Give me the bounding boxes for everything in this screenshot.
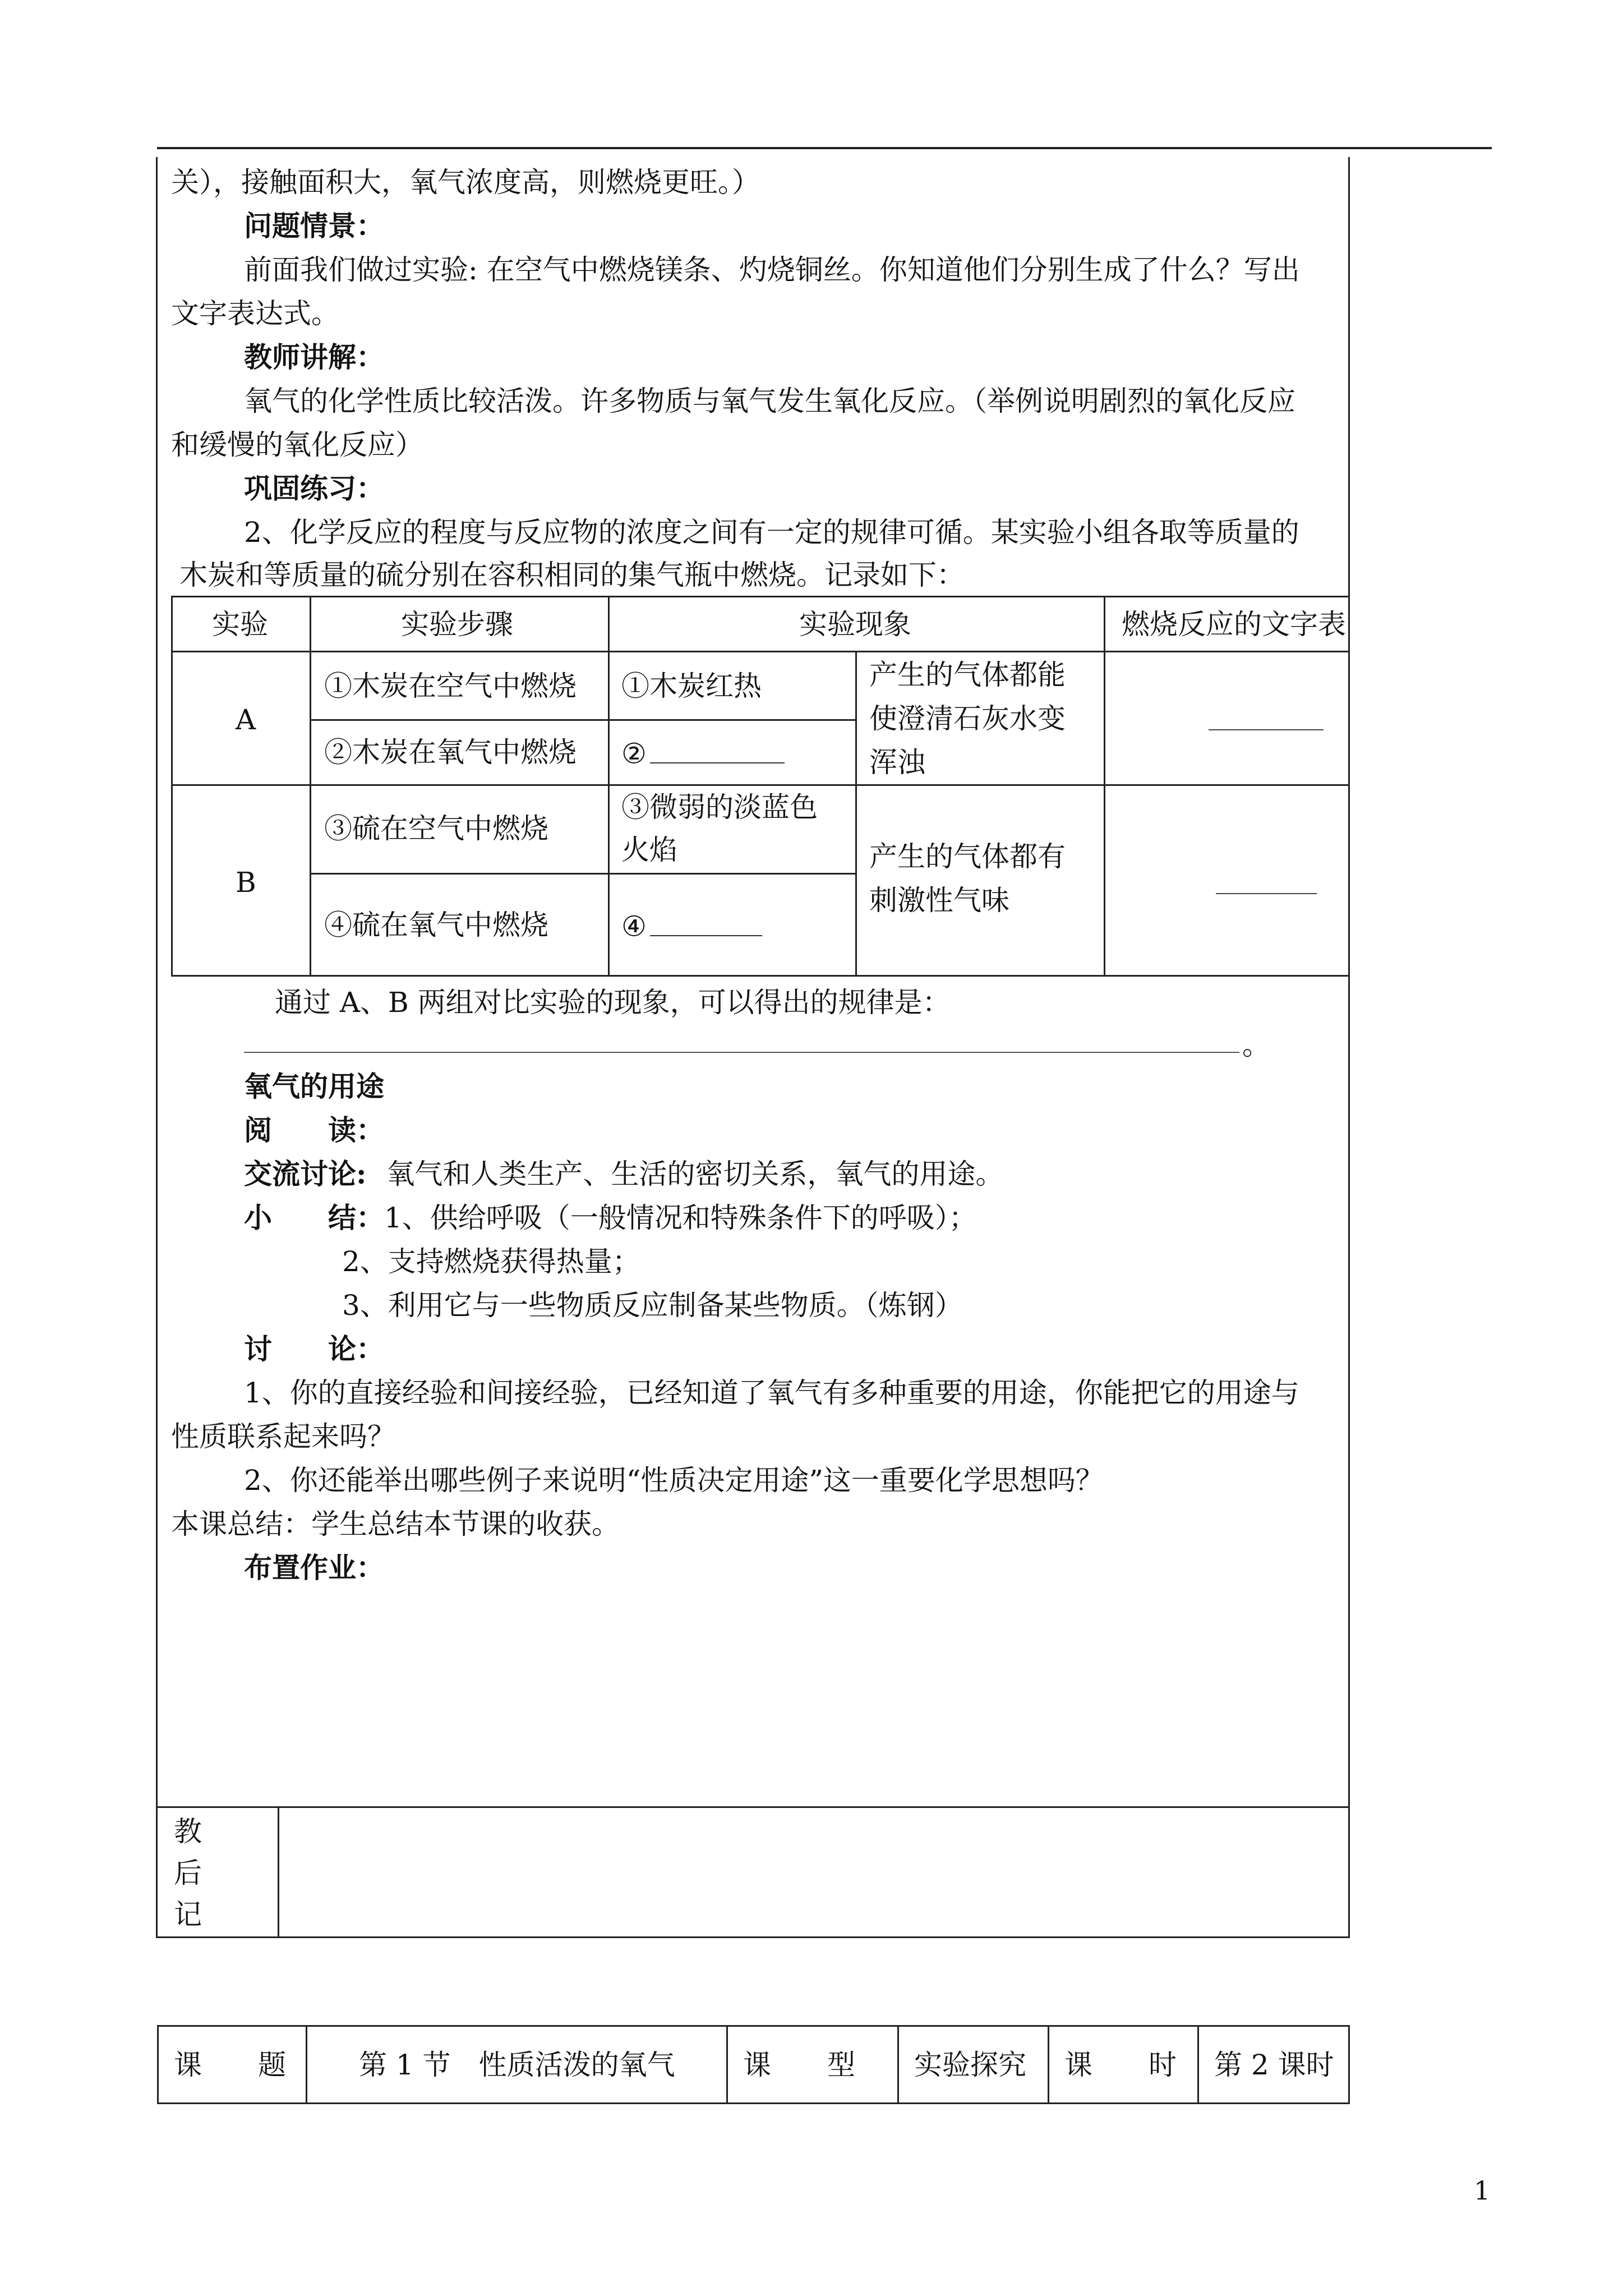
- gas-b-line2: 刺激性气味: [869, 884, 1009, 917]
- observation-2-blank[interactable]: [650, 738, 785, 763]
- topic-label: 课 题: [174, 2049, 286, 2081]
- heading-problem: 问题情景：: [244, 209, 384, 242]
- reflection-label-1: 教: [174, 1815, 202, 1848]
- discussion-label: 交流讨论:: [244, 1157, 367, 1190]
- gas-a-line3: 浑浊: [869, 746, 925, 779]
- table-rule: [157, 2025, 159, 2104]
- step-2: ②木炭在氧气中燃烧: [324, 736, 577, 769]
- page-number: 1: [1474, 2175, 1491, 2206]
- gas-a-line2: 使澄清石灰水变: [869, 702, 1066, 735]
- step-3: ③硫在空气中燃烧: [324, 812, 548, 845]
- summary-item-3: 3、利用它与一些物质反应制备某些物质。（炼钢）: [342, 1289, 963, 1322]
- observation-4: [621, 911, 762, 941]
- table-rule: [171, 596, 1348, 597]
- table-rule: [171, 596, 173, 977]
- table-rule: [855, 651, 857, 977]
- problem-text-2: 文字表达式。: [171, 297, 339, 330]
- problem-text-1: 前面我们做过实验: 在空气中燃烧镁条、灼烧铜丝。你知道他们分别生成了什么？写出: [244, 254, 1300, 286]
- observation-1: ①木炭红热: [621, 670, 762, 702]
- table-rule: [310, 873, 856, 875]
- table-rule: [897, 2025, 899, 2104]
- table-rule: [1348, 2025, 1350, 2104]
- table-rule: [726, 2025, 728, 2104]
- teacher-text-2: 和缓慢的氧化反应）: [171, 429, 423, 461]
- conclusion-text: 通过 A、B 两组对比实验的现象，可以得出的规律是：: [275, 986, 951, 1019]
- group-b-label: B: [236, 866, 256, 899]
- practice-text-2: 木炭和等质量的硫分别在容积相同的集气瓶中燃烧。记录如下：: [179, 559, 965, 591]
- table-rule: [1197, 2025, 1199, 2104]
- table-rule: [171, 975, 1348, 977]
- header-rule: [157, 147, 1492, 149]
- question-1-line1: 1、你的直接经验和间接经验，已经知道了氧气有多种重要的用途，你能把它的用途与: [244, 1377, 1299, 1409]
- table-rule: [1104, 596, 1105, 977]
- equation-a-blank[interactable]: [1209, 729, 1324, 730]
- heading-teacher: 教师讲解：: [244, 341, 384, 374]
- observation-4-label: ④: [621, 910, 647, 943]
- practice-text-1: 2、化学反应的程度与反应物的浓度之间有一定的规律可循。某实验小组各取等质量的: [244, 516, 1299, 549]
- reflection-label-3: 记: [174, 1898, 202, 1931]
- type-value: 实验探究: [914, 2049, 1026, 2081]
- table-rule: [310, 719, 856, 721]
- table-rule: [157, 2102, 1350, 2104]
- conclusion-period: 。: [1242, 1029, 1270, 1061]
- time-label: 课 时: [1064, 2049, 1177, 2081]
- line-continuation: 关），接触面积大，氧气浓度高，则燃烧更旺。）: [171, 166, 760, 199]
- type-label: 课 型: [743, 2049, 855, 2081]
- header-equation: 燃烧反应的文字表: [1122, 608, 1346, 641]
- question-2: 2、你还能举出哪些例子来说明“性质决定用途”这一重要化学思想吗？: [244, 1464, 1104, 1497]
- reflection-label-2: 后: [174, 1857, 202, 1889]
- observation-4-blank[interactable]: [650, 911, 762, 936]
- heading-homework: 布置作业：: [244, 1551, 384, 1584]
- table-rule: [171, 651, 1348, 652]
- header-experiment: 实验: [212, 608, 268, 641]
- frame-divider: [156, 1806, 1350, 1808]
- table-rule: [171, 784, 1348, 786]
- gas-a-line1: 产生的气体都能: [869, 659, 1066, 691]
- frame-bottom: [156, 1936, 1350, 1938]
- class-summary: 本课总结：学生总结本节课的收获。: [171, 1508, 620, 1540]
- time-value: 第 2 课时: [1214, 2049, 1334, 2081]
- topic-value: 第 1 节 性质活泼的氧气: [359, 2049, 675, 2081]
- observation-2-label: ②: [621, 737, 647, 770]
- summary-line-1: [244, 1201, 977, 1234]
- summary-item-2: 2、支持燃烧获得热量；: [342, 1245, 640, 1278]
- table-rule: [310, 596, 311, 977]
- heading-discussion: 讨 论：: [244, 1332, 384, 1365]
- teacher-text-1: 氧气的化学性质比较活泼。许多物质与氧气发生氧化反应。（举例说明剧烈的氧化反应: [244, 385, 1295, 417]
- reflection-divider: [278, 1806, 279, 1938]
- heading-uses: 氧气的用途: [244, 1070, 384, 1103]
- conclusion-blank[interactable]: [244, 1052, 1239, 1053]
- gas-b-line1: 产生的气体都有: [869, 840, 1066, 873]
- step-1: ①木炭在空气中燃烧: [324, 670, 577, 702]
- summary-item-1: 1、供给呼吸（一般情况和特殊条件下的呼吸）；: [384, 1202, 977, 1234]
- heading-practice: 巩固练习：: [244, 472, 384, 505]
- question-1-line2: 性质联系起来吗？: [171, 1420, 395, 1453]
- summary-label: 小 结：: [244, 1201, 384, 1234]
- frame-left: [156, 157, 158, 1938]
- table-rule: [306, 2025, 307, 2104]
- discussion-line: [244, 1157, 1004, 1190]
- step-4: ④硫在氧气中燃烧: [324, 909, 548, 941]
- table-rule: [608, 596, 610, 977]
- discussion-text: 氧气和人类生产、生活的密切关系，氧气的用途。: [386, 1158, 1004, 1190]
- header-steps: 实验步骤: [401, 608, 513, 641]
- equation-b-blank[interactable]: [1216, 893, 1317, 894]
- frame-right: [1348, 157, 1350, 1938]
- observation-3-line1: ③微弱的淡蓝色: [621, 791, 818, 823]
- table-rule: [1048, 2025, 1049, 2104]
- header-observation: 实验现象: [799, 608, 911, 641]
- table-rule: [157, 2025, 1350, 2027]
- observation-2: [621, 738, 785, 768]
- observation-3-line2: 火焰: [621, 834, 677, 866]
- group-a-label: A: [236, 703, 256, 736]
- read-label: 阅 读：: [244, 1114, 384, 1147]
